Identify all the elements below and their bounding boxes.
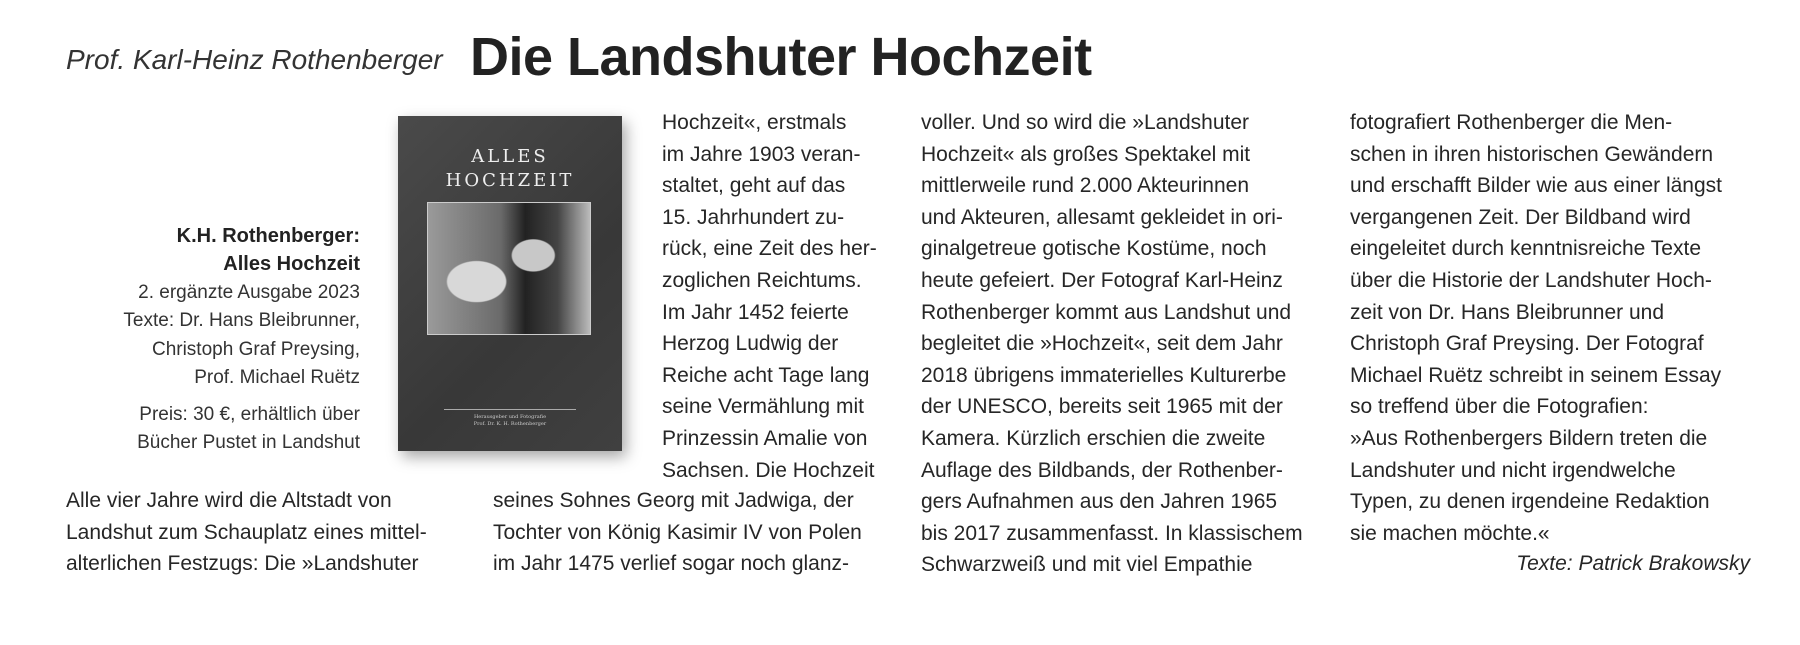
text-line: Christoph Graf Preysing. Der Fotograf bbox=[1350, 332, 1704, 356]
article-column-4 bbox=[1350, 107, 1722, 549]
text-line: der UNESCO, bereits seit 1965 mit der bbox=[921, 395, 1283, 419]
price-line: Bücher Pustet in Landshut bbox=[137, 432, 360, 454]
text-line: im Jahr 1475 verlief sogar noch glanz- bbox=[493, 552, 850, 576]
author-byline: Prof. Karl-Heinz Rothenberger bbox=[66, 44, 443, 75]
text-line: Landshut zum Schauplatz eines mittel- bbox=[66, 520, 427, 544]
text-line: bis 2017 zusammenfasst. In klassischem bbox=[921, 521, 1303, 545]
text-line: Michael Ruëtz schreibt in seinem Essay bbox=[1350, 363, 1722, 387]
text-line: fotografiert Rothenberger die Men- bbox=[1350, 111, 1673, 134]
text-line: Prinzessin Amalie von bbox=[662, 426, 868, 450]
book-info-line: 2. ergänzte Ausgabe 2023 bbox=[138, 281, 360, 303]
page-title: Die Landshuter Hochzeit bbox=[470, 27, 1092, 87]
text-line: seine Vermählung mit bbox=[662, 395, 864, 419]
text-line: im Jahre 1903 veran- bbox=[662, 142, 861, 166]
text-line: Kamera. Kürzlich erschien die zweite bbox=[921, 426, 1266, 450]
text-line: Alle vier Jahre wird die Altstadt von bbox=[66, 489, 392, 512]
text-line: heute gefeiert. Der Fotograf Karl-Heinz bbox=[921, 268, 1283, 292]
article-column-2-top bbox=[662, 107, 877, 486]
price-line: Preis: 30 €, erhältlich über bbox=[139, 404, 360, 425]
book-title: Alles Hochzeit bbox=[223, 253, 360, 276]
text-line: »Aus Rothenbergers Bildern treten die bbox=[1350, 426, 1708, 450]
text-line: Im Jahr 1452 feierte bbox=[662, 300, 849, 324]
cover-photo bbox=[427, 202, 591, 335]
text-line: so treffend über die Fotografien: bbox=[1350, 395, 1649, 419]
article-column-2-bottom bbox=[493, 485, 862, 580]
text-line: Landshuter und nicht irgendwelche bbox=[1350, 458, 1676, 482]
text-line: mittlerweile rund 2.000 Akteurinnen bbox=[921, 174, 1250, 198]
text-line: schen in ihren historischen Gewändern bbox=[1350, 142, 1714, 166]
text-line: 2018 übrigens immaterielles Kulturerbe bbox=[921, 363, 1287, 387]
book-info-line: Texte: Dr. Hans Bleibrunner, bbox=[123, 310, 360, 332]
cover-title-line: HOCHZEIT bbox=[445, 170, 575, 191]
text-line: über die Historie der Landshuter Hoch- bbox=[1350, 268, 1712, 292]
cover-small-line: Prof. Dr. K. H. Rothenberger bbox=[473, 421, 547, 427]
text-line: Reiche acht Tage lang bbox=[662, 363, 870, 387]
text-line: Hochzeit«, erstmals bbox=[662, 111, 847, 134]
text-line: Auflage des Bildbands, der Rothenber- bbox=[921, 458, 1283, 482]
article-column-3 bbox=[921, 107, 1303, 581]
book-info-line: Christoph Graf Preysing, bbox=[151, 338, 360, 360]
text-line: eingeleitet durch kenntnisreiche Texte bbox=[1350, 237, 1702, 261]
text-line: 15. Jahrhundert zu- bbox=[662, 205, 845, 229]
article-column-1 bbox=[66, 485, 427, 580]
cover-title bbox=[398, 145, 622, 193]
cover-title-line: ALLES bbox=[471, 146, 549, 167]
text-line: und erschafft Bilder wie aus einer längst bbox=[1350, 174, 1722, 198]
text-line: gers Aufnahmen aus den Jahren 1965 bbox=[921, 490, 1278, 514]
text-line: seines Sohnes Georg mit Jadwiga, der bbox=[493, 489, 854, 512]
text-line: ginalgetreue gotische Kostüme, noch bbox=[921, 237, 1267, 261]
text-line: Typen, zu denen irgendeine Redaktion bbox=[1350, 490, 1710, 514]
text-line: Tochter von König Kasimir IV von Polen bbox=[493, 520, 862, 544]
cover-publisher bbox=[398, 414, 622, 428]
text-line: zeit von Dr. Hans Bleibrunner und bbox=[1350, 300, 1665, 324]
text-credit: Texte: Patrick Brakowsky bbox=[1516, 552, 1750, 575]
book-info bbox=[123, 222, 360, 392]
text-line: rück, eine Zeit des her- bbox=[662, 237, 877, 261]
text-line: und Akteuren, allesamt gekleidet in ori- bbox=[921, 205, 1283, 229]
text-line: voller. Und so wird die »Landshuter bbox=[921, 111, 1250, 134]
book-author: K.H. Rothenberger: bbox=[176, 225, 360, 247]
text-line: sie machen möchte.« bbox=[1350, 521, 1550, 545]
text-line: alterlichen Festzugs: Die »Landshuter bbox=[66, 552, 419, 576]
text-line: Rothenberger kommt aus Landshut und bbox=[921, 300, 1292, 324]
cover-rule bbox=[444, 409, 576, 410]
text-line: Hochzeit« als großes Spektakel mit bbox=[921, 142, 1251, 166]
text-line: Schwarzweiß und mit viel Empathie bbox=[921, 553, 1253, 577]
cover-small-line: Herausgeber und Fotografie bbox=[473, 414, 547, 420]
text-line: vergangenen Zeit. Der Bildband wird bbox=[1350, 205, 1691, 229]
book-price bbox=[137, 401, 360, 458]
text-line: staltet, geht auf das bbox=[662, 174, 846, 198]
text-line: Sachsen. Die Hochzeit bbox=[662, 458, 875, 482]
text-line: begleitet die »Hochzeit«, seit dem Jahr bbox=[921, 332, 1283, 356]
book-cover-image bbox=[398, 116, 622, 451]
text-line: Herzog Ludwig der bbox=[662, 332, 839, 356]
text-line: zoglichen Reichtums. bbox=[662, 268, 862, 292]
book-info-line: Prof. Michael Ruëtz bbox=[194, 367, 360, 389]
